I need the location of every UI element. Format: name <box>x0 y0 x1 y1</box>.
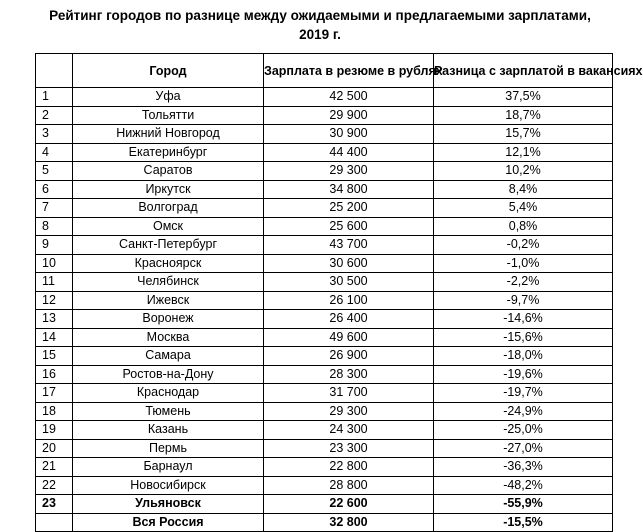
row-city: Новосибирск <box>73 476 264 495</box>
table-row <box>36 421 613 440</box>
row-number: 17 <box>36 384 73 403</box>
row-diff: -48,2% <box>434 476 613 495</box>
row-city: Омск <box>73 217 264 236</box>
row-number: 8 <box>36 217 73 236</box>
row-diff: -1,0% <box>434 254 613 273</box>
row-salary: 26 900 <box>264 347 434 366</box>
row-salary: 32 800 <box>264 513 434 532</box>
row-number: 19 <box>36 421 73 440</box>
table-row <box>36 310 613 329</box>
row-number <box>36 513 73 532</box>
row-salary: 26 400 <box>264 310 434 329</box>
table-row <box>36 365 613 384</box>
row-number: 20 <box>36 439 73 458</box>
row-salary: 22 600 <box>264 495 434 514</box>
row-salary: 49 600 <box>264 328 434 347</box>
row-salary: 28 300 <box>264 365 434 384</box>
row-number: 1 <box>36 88 73 107</box>
row-diff: -15,6% <box>434 328 613 347</box>
row-city: Иркутск <box>73 180 264 199</box>
row-salary: 29 300 <box>264 402 434 421</box>
row-number: 7 <box>36 199 73 218</box>
table-row <box>36 199 613 218</box>
row-city: Краснодар <box>73 384 264 403</box>
row-number: 6 <box>36 180 73 199</box>
row-diff: -36,3% <box>434 458 613 477</box>
row-diff: 12,1% <box>434 143 613 162</box>
row-diff: -27,0% <box>434 439 613 458</box>
row-salary: 31 700 <box>264 384 434 403</box>
table-row <box>36 273 613 292</box>
header-row <box>36 54 613 88</box>
row-diff: -24,9% <box>434 402 613 421</box>
table-row <box>36 495 613 514</box>
row-number: 22 <box>36 476 73 495</box>
row-salary: 29 900 <box>264 106 434 125</box>
row-diff: -15,5% <box>434 513 613 532</box>
row-diff: -25,0% <box>434 421 613 440</box>
row-number: 12 <box>36 291 73 310</box>
row-salary: 25 600 <box>264 217 434 236</box>
table-row <box>36 402 613 421</box>
table-body <box>36 88 613 532</box>
row-diff: -0,2% <box>434 236 613 255</box>
title-line-2: 2019 г. <box>299 27 341 42</box>
table-row <box>36 217 613 236</box>
row-city: Ижевск <box>73 291 264 310</box>
row-number: 13 <box>36 310 73 329</box>
row-salary: 24 300 <box>264 421 434 440</box>
row-city: Екатеринбург <box>73 143 264 162</box>
header-num <box>36 54 73 88</box>
row-number: 5 <box>36 162 73 181</box>
table-row <box>36 458 613 477</box>
table-row <box>36 439 613 458</box>
title-line-1: Рейтинг городов по разнице между ожидаемыми и предлагаемыми зарплатами, <box>49 8 591 23</box>
row-diff: 0,8% <box>434 217 613 236</box>
table-row <box>36 236 613 255</box>
row-salary: 44 400 <box>264 143 434 162</box>
header-diff: Разница с зарплатой в вакансиях <box>434 54 613 88</box>
table-row <box>36 513 613 532</box>
row-salary: 34 800 <box>264 180 434 199</box>
row-diff: -19,6% <box>434 365 613 384</box>
row-number: 3 <box>36 125 73 144</box>
row-city: Ульяновск <box>73 495 264 514</box>
table-row <box>36 162 613 181</box>
row-salary: 25 200 <box>264 199 434 218</box>
row-diff: 18,7% <box>434 106 613 125</box>
row-number: 21 <box>36 458 73 477</box>
row-city: Ростов-на-Дону <box>73 365 264 384</box>
row-city: Пермь <box>73 439 264 458</box>
row-number: 4 <box>36 143 73 162</box>
row-number: 16 <box>36 365 73 384</box>
row-city: Красноярск <box>73 254 264 273</box>
row-city: Барнаул <box>73 458 264 477</box>
row-salary: 30 900 <box>264 125 434 144</box>
row-salary: 42 500 <box>264 88 434 107</box>
row-city: Санкт-Петербург <box>73 236 264 255</box>
table-row <box>36 476 613 495</box>
table-row <box>36 88 613 107</box>
row-number: 15 <box>36 347 73 366</box>
row-number: 9 <box>36 236 73 255</box>
table-row <box>36 143 613 162</box>
table-row <box>36 291 613 310</box>
row-diff: 10,2% <box>434 162 613 181</box>
row-salary: 29 300 <box>264 162 434 181</box>
row-city: Тольятти <box>73 106 264 125</box>
row-diff: -19,7% <box>434 384 613 403</box>
row-diff: -2,2% <box>434 273 613 292</box>
row-number: 2 <box>36 106 73 125</box>
row-diff: -14,6% <box>434 310 613 329</box>
table-row <box>36 328 613 347</box>
header-salary: Зарплата в резюме в рублях <box>264 54 434 88</box>
row-number: 18 <box>36 402 73 421</box>
row-city: Казань <box>73 421 264 440</box>
row-city: Самара <box>73 347 264 366</box>
row-city: Тюмень <box>73 402 264 421</box>
header-city: Город <box>73 54 264 88</box>
row-diff: -55,9% <box>434 495 613 514</box>
row-city: Волгоград <box>73 199 264 218</box>
row-number: 11 <box>36 273 73 292</box>
row-city: Воронеж <box>73 310 264 329</box>
row-diff: 5,4% <box>434 199 613 218</box>
table-row <box>36 384 613 403</box>
row-diff: -9,7% <box>434 291 613 310</box>
table-row <box>36 347 613 366</box>
row-city: Саратов <box>73 162 264 181</box>
table-row <box>36 254 613 273</box>
row-diff: 15,7% <box>434 125 613 144</box>
row-salary: 43 700 <box>264 236 434 255</box>
row-diff: 8,4% <box>434 180 613 199</box>
row-salary: 22 800 <box>264 458 434 477</box>
row-salary: 28 800 <box>264 476 434 495</box>
row-diff: -18,0% <box>434 347 613 366</box>
row-city: Нижний Новгород <box>73 125 264 144</box>
row-number: 14 <box>36 328 73 347</box>
row-salary: 23 300 <box>264 439 434 458</box>
row-city: Челябинск <box>73 273 264 292</box>
row-city: Вся Россия <box>73 513 264 532</box>
row-number: 10 <box>36 254 73 273</box>
page-title <box>0 6 640 44</box>
row-city: Москва <box>73 328 264 347</box>
row-city: Уфа <box>73 88 264 107</box>
row-salary: 30 600 <box>264 254 434 273</box>
row-salary: 30 500 <box>264 273 434 292</box>
row-number: 23 <box>36 495 73 514</box>
row-salary: 26 100 <box>264 291 434 310</box>
salary-table <box>35 53 643 532</box>
row-diff: 37,5% <box>434 88 613 107</box>
table-row <box>36 125 613 144</box>
table-row <box>36 180 613 199</box>
table-row <box>36 106 613 125</box>
